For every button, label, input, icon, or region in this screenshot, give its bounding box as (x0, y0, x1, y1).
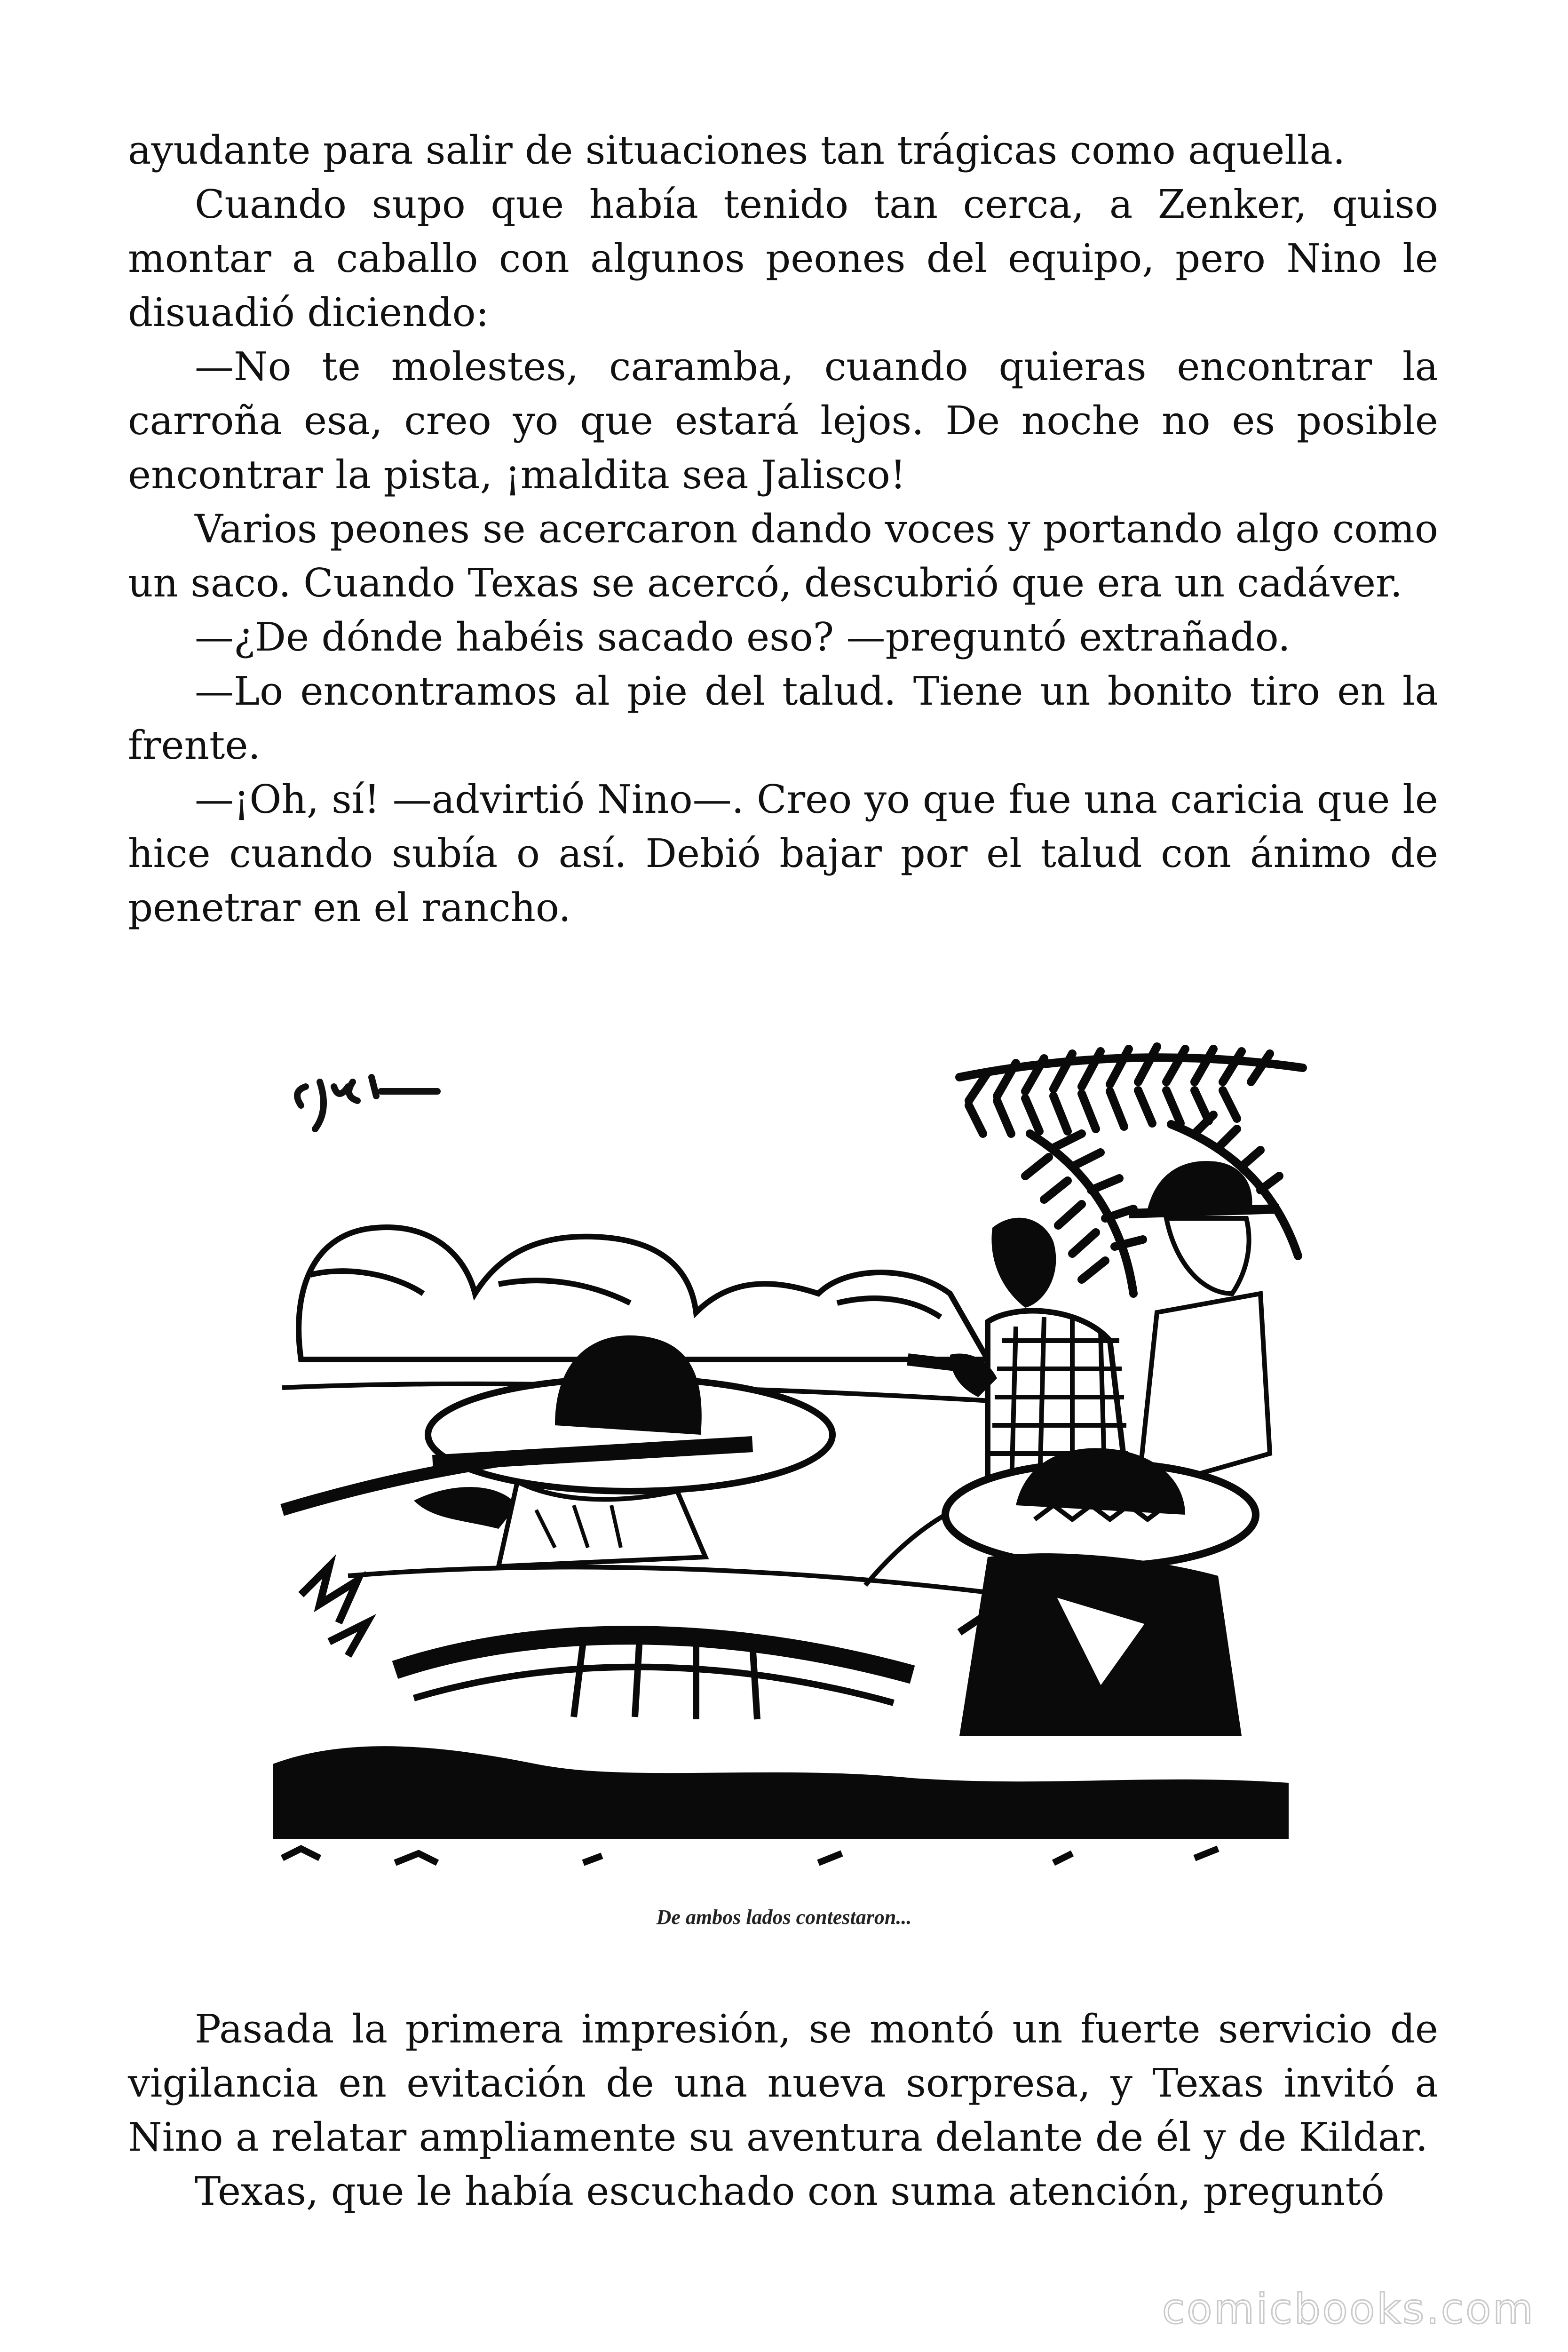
paragraph: —No te molestes, caramba, cuando quieras encontrar la carroña esa, creo yo que estará lejos. De noche no es posible encontrar la pista, ¡maldita sea Jalisco! (128, 344, 1438, 498)
artist-signature (297, 1077, 437, 1129)
foreground-rifleman (282, 1335, 832, 1566)
illustration-caption: De ambos lados contestaron... (656, 1906, 912, 1929)
paragraph: —Lo encontramos al pie del talud. Tiene un bonito tiro en la frente. (128, 668, 1438, 768)
paragraph: Cuando supo que había tenido tan cerca, a Zenker, quiso montar a caballo con algunos peones del equipo, pero Nino le disuadió diciendo: (128, 182, 1438, 335)
body-text-bottom (128, 2002, 1438, 2218)
illustration (254, 1030, 1312, 1886)
watermark: comicbooks.com (1162, 2285, 1535, 2333)
paragraph: —¿De dónde habéis sacado eso? —preguntó extrañado. (195, 614, 1291, 660)
paragraph: ayudante para salir de situaciones tan trágicas como aquella. (128, 127, 1346, 173)
paragraph: Pasada la primera impresión, se montó un fuerte servicio de vigilancia en evitación de una nueva sorpresa, y Texas invitó a Nino a relatar ampliamente su aventura delante de él y de Kildar. (128, 2006, 1438, 2160)
body-text-top (128, 123, 1438, 935)
paragraph: Texas, que le había escuchado con suma atención, preguntó (195, 2169, 1385, 2214)
paragraph: —¡Oh, sí! —advirtió Nino—. Creo yo que fue una caricia que le hice cuando subía o así. Debió bajar por el talud con ánimo de penetrar en el rancho. (128, 777, 1438, 930)
crouching-sombrero-man (945, 1448, 1256, 1736)
background-figure-hat (1129, 1161, 1279, 1491)
paragraph: Varios peones se acercaron dando voces y portando algo como un saco. Cuando Texas se acercó, descubrió que era un cadáver. (128, 506, 1438, 606)
